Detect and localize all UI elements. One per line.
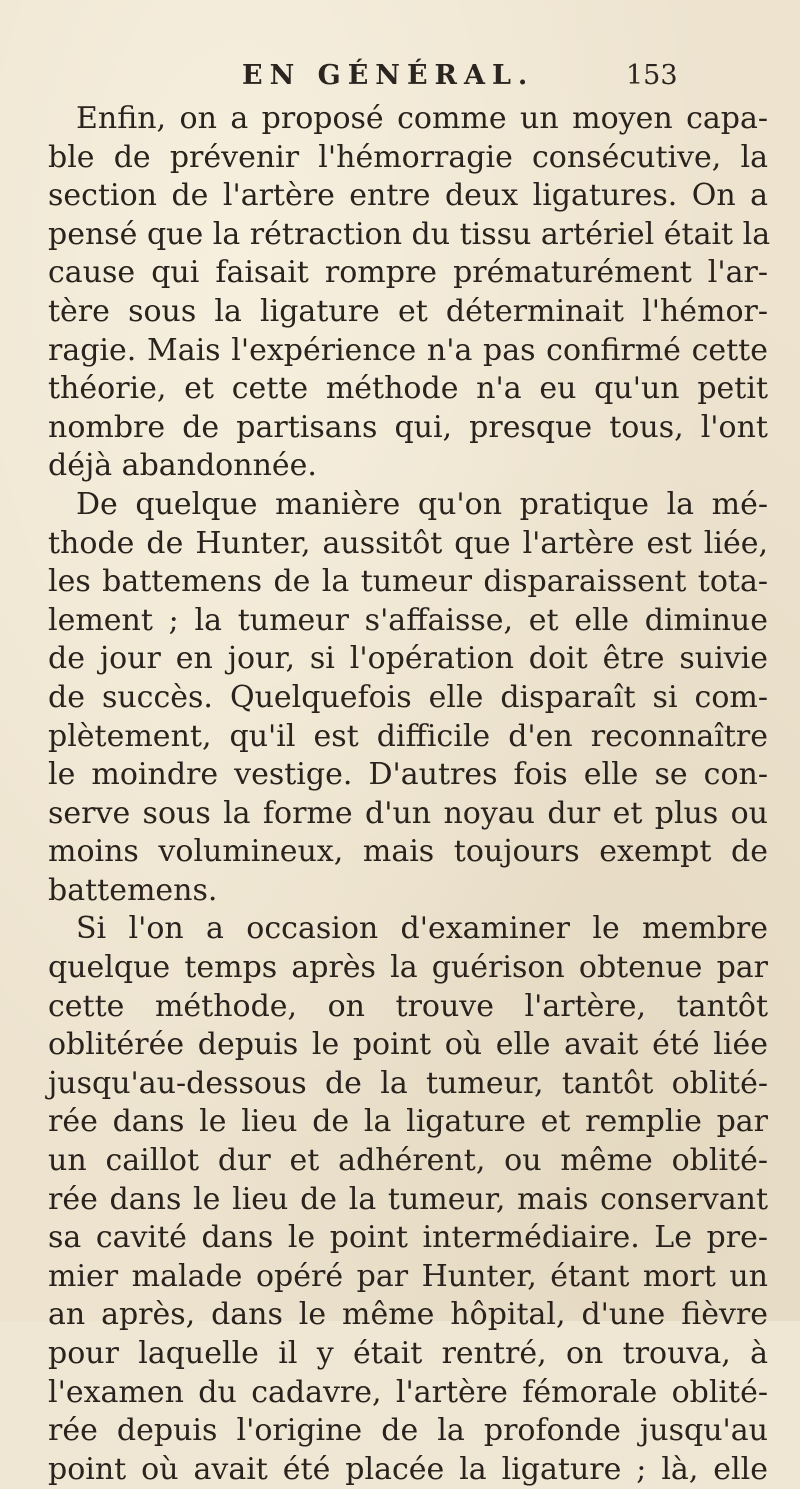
text-line: De quelque manière qu'on pratique la mé-: [76, 486, 768, 522]
text-line: théorie, et cette méthode n'a eu qu'un petit: [48, 371, 768, 407]
text-line: pour laquelle il y était rentré, on trouva, à: [48, 1336, 768, 1371]
text-line: de succès. Quelquefois elle disparaît si com-: [48, 679, 768, 715]
text-line: jusqu'au-dessous de la tumeur, tantôt oblité-: [48, 1065, 768, 1101]
text-line: Si l'on a occasion d'examiner le membre: [76, 911, 768, 947]
body-text: [48, 100, 771, 1489]
text-line: section de l'artère entre deux ligatures. On a: [48, 178, 768, 214]
text-line: tère sous la ligature et déterminait l'hémor-: [48, 293, 768, 329]
text-line: cette méthode, on trouve l'artère, tantôt: [48, 988, 768, 1024]
text-line: pensé que la rétraction du tissu artériel était la: [48, 216, 771, 252]
text-line: moins volumineux, mais toujours exempt de: [48, 834, 768, 870]
text-line: mier malade opéré par Hunter, étant mort un: [48, 1258, 768, 1294]
running-head: EN GÉNÉRAL.: [242, 60, 535, 91]
text-line: cause qui faisait rompre prématurément l'ar-: [48, 255, 768, 291]
text-line: Enfin, on a proposé comme un moyen capa-: [76, 101, 768, 136]
text-line: déjà abandonnée.: [48, 448, 317, 484]
text-line: le moindre vestige. D'autres fois elle se con-: [48, 757, 768, 793]
text-line: lement ; la tumeur s'affaisse, et elle diminue: [48, 602, 768, 638]
text-line: quelque temps après la guérison obtenue par: [48, 950, 768, 986]
text-line: ragie. Mais l'expérience n'a pas confirmé cette: [48, 332, 768, 368]
text-line: sa cavité dans le point intermédiaire. Le pre-: [48, 1220, 768, 1256]
text-line: rée dans le lieu de la tumeur, mais conservant: [48, 1181, 768, 1217]
text-line: plètement, qu'il est difficile d'en reconnaître: [48, 718, 768, 754]
text-line: oblitérée depuis le point où elle avait été liée: [48, 1027, 768, 1063]
text-line: thode de Hunter, aussitôt que l'artère est liée,: [48, 525, 768, 561]
text-line: rée dans le lieu de la ligature et remplie par: [48, 1104, 768, 1140]
text-line: point où avait été placée la ligature ; là, elle: [48, 1451, 768, 1487]
text-line: les battemens de la tumeur disparaissent tota-: [48, 564, 768, 600]
text-line: rée depuis l'origine de la profonde jusqu'au: [48, 1413, 768, 1449]
text-line: ble de prévenir l'hémorragie consécutive, la: [48, 139, 768, 175]
text-line: battemens.: [48, 872, 218, 908]
page-number: 153: [626, 60, 678, 91]
text-line: nombre de partisans qui, presque tous, l'ont: [48, 409, 768, 445]
text-line: l'examen du cadavre, l'artère fémorale oblité-: [48, 1374, 768, 1410]
text-line: serve sous la forme d'un noyau dur et plus ou: [48, 795, 768, 831]
text-line: an après, dans le même hôpital, d'une fièvre: [48, 1297, 768, 1333]
page-header: [0, 60, 800, 100]
text-line: de jour en jour, si l'opération doit être suivie: [48, 641, 768, 677]
text-line: un caillot dur et adhérent, ou même oblité-: [48, 1143, 768, 1179]
